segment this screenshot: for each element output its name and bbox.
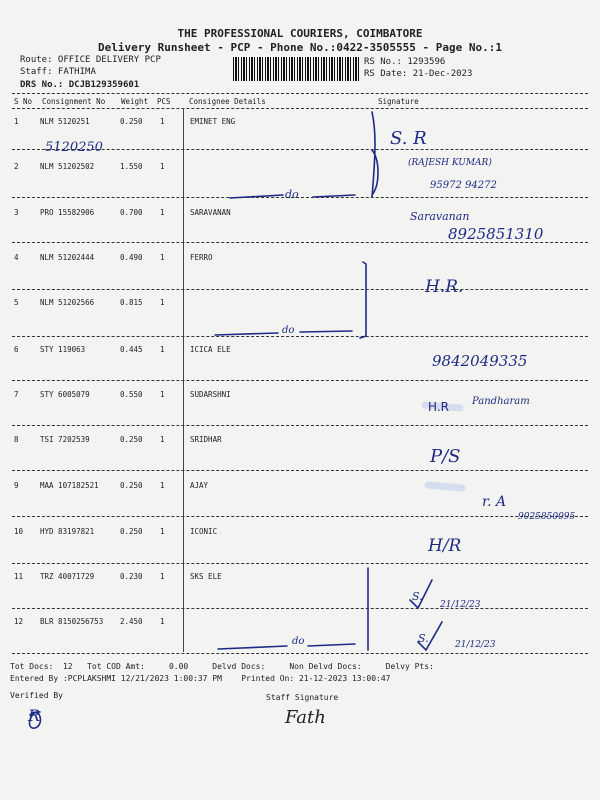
row10-hr-note: H/R (428, 536, 462, 556)
row9-phone: 9025850095 (518, 512, 576, 522)
ditto-line-3 (218, 644, 355, 649)
consignee: SUDARSHNI (190, 390, 231, 399)
sno: 4 (14, 253, 19, 262)
staff-text: Staff: FATHIMA (20, 67, 96, 77)
weight: 0.250 (120, 481, 143, 490)
consignee: FERRO (190, 253, 213, 262)
consignment-no: NLM 51202444 (40, 253, 95, 262)
consignment-no: STY 119063 (40, 345, 86, 354)
pcs: 1 (160, 390, 165, 399)
pcs: 1 (160, 117, 165, 126)
consignment-no: PRO 15582906 (40, 208, 95, 217)
weight: 0.490 (120, 253, 143, 262)
weight: 2.450 (120, 617, 143, 626)
sno: 11 (14, 572, 24, 581)
consignment-no: TSI 7202539 (40, 435, 90, 444)
weight: 0.230 (120, 572, 143, 581)
row7-signature: Pandharam (472, 396, 530, 407)
bracket-rows-4-5 (360, 262, 366, 338)
sno: 3 (14, 208, 19, 217)
row9-signature: r. A (482, 494, 507, 510)
weight: 0.550 (120, 390, 143, 399)
sno: 5 (14, 298, 19, 307)
consignment-no: NLM 5120251 (40, 117, 90, 126)
pcs: 1 (160, 527, 165, 536)
col-header-consignment: Consignment No (42, 97, 106, 106)
weight: 0.700 (120, 208, 143, 217)
pcs: 1 (160, 208, 165, 217)
consignee: SRIDHAR (190, 435, 222, 444)
row12-signature: S. (418, 632, 429, 645)
staff-signature-label: Staff Signature (266, 693, 339, 702)
consignee: AJAY (190, 481, 209, 490)
sno: 7 (14, 390, 19, 399)
consignee: SARAVANAN (190, 208, 231, 217)
weight: 0.250 (120, 117, 143, 126)
verified-by-mark: R (28, 706, 41, 725)
weight: 0.445 (120, 345, 143, 354)
pcs: 1 (160, 162, 165, 171)
sno: 6 (14, 345, 19, 354)
row3-receiver-phone: 8925851310 (448, 225, 544, 243)
company-title: THE PROFESSIONAL COURIERS, COIMBATORE (177, 27, 423, 40)
weight: 0.250 (120, 435, 143, 444)
route-text: Route: OFFICE DELIVERY PCP (20, 55, 161, 65)
sno: 9 (14, 481, 19, 490)
row1-signature: S. R (390, 128, 427, 149)
row6-phone: 9842049335 (432, 352, 528, 370)
ditto-mark-1: do (285, 188, 299, 201)
row1-receiver-name: (RAJESH KUMAR) (408, 158, 492, 168)
col-header-weight: Weight (121, 97, 149, 106)
entered-printed-line: Entered By :PCPLAKSHMI 12/21/2023 1:00:37 PM Printed On: 21-12-2023 13:00:47 (10, 674, 391, 683)
row4-hr-note: H.R. (425, 277, 464, 297)
consignee: ICONIC (190, 527, 218, 536)
consignment-no: NLM 51202502 (40, 162, 95, 171)
sno: 8 (14, 435, 19, 444)
col-header-consignee: Consignee Details (189, 97, 266, 106)
pcs: 1 (160, 345, 165, 354)
sno: 1 (14, 117, 19, 126)
runsheet-title: Delivery Runsheet - PCP - Phone No.:0422-3505555 - Page No.:1 (98, 41, 502, 54)
consignee: ICICA ELE (190, 345, 231, 354)
pcs: 1 (160, 253, 165, 262)
weight: 0.815 (120, 298, 143, 307)
row11-signature: S. (412, 590, 423, 603)
row3-receiver-name: Saravanan (410, 210, 470, 223)
sno: 10 (14, 527, 24, 536)
rs-number: RS No.: 1293596 (364, 57, 446, 67)
consignee: EMINET ENG (190, 117, 236, 126)
pcs: 1 (160, 481, 165, 490)
row8-pls-note: P/S (430, 446, 461, 467)
consignment-no: NLM 51202566 (40, 298, 95, 307)
consignee: SKS ELE (190, 572, 222, 581)
ditto-mark-2: do (282, 325, 295, 336)
sno: 12 (14, 617, 24, 626)
sno: 2 (14, 162, 19, 171)
rs-date: RS Date: 21-Dec-2023 (364, 69, 473, 79)
weight: 1.550 (120, 162, 143, 171)
weight: 0.250 (120, 527, 143, 536)
consignment-no: MAA 107182521 (40, 481, 99, 490)
pcs: 1 (160, 572, 165, 581)
row1-consignment-note: 5120250 (45, 140, 103, 155)
verified-by-label: Verified By (10, 691, 63, 700)
pcs: 1 (160, 617, 165, 626)
drs-number: DRS No.: DCJB129359601 (20, 80, 140, 90)
consignment-no: HYD 83197821 (40, 527, 95, 536)
col-header-pcs: PCS (157, 97, 171, 106)
consignment-no: STY 6005079 (40, 390, 90, 399)
col-header-signature: Signature (378, 97, 419, 106)
bracket-rows-1-2 (372, 112, 378, 197)
pcs: 1 (160, 435, 165, 444)
stamp-smudge-9 (428, 485, 462, 488)
col-header-sno: S No (14, 97, 33, 106)
staff-signature-mark: Fath (285, 707, 326, 728)
pcs: 1 (160, 298, 165, 307)
row11-date: 21/12/23 (440, 600, 481, 610)
row1-receiver-phone: 95972 94272 (430, 180, 497, 191)
consignment-no: TRZ 40071729 (40, 572, 95, 581)
row7-hr-stamp: H.R (428, 400, 449, 414)
row12-date: 21/12/23 (455, 640, 496, 650)
totals-line: Tot Docs: 12 Tot COD Amt: 0.00 Delvd Docs: Non Delvd Docs: Delvy Pts: (10, 662, 434, 671)
consignment-no: BLR 8150256753 (40, 617, 104, 626)
ditto-mark-3: do (292, 636, 305, 647)
